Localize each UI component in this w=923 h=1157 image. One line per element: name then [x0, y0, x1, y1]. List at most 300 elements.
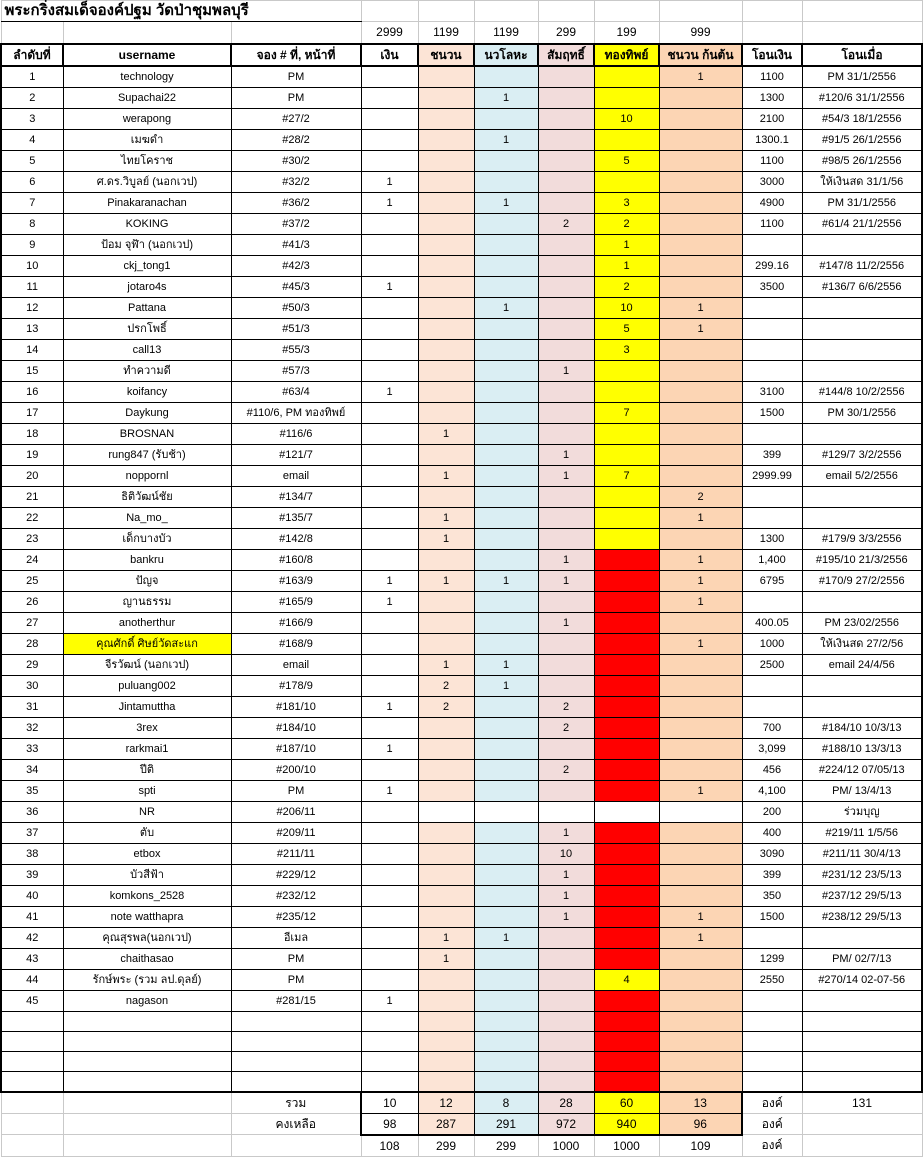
cell-item-0[interactable]: 1 — [361, 382, 418, 403]
cell-item-2[interactable] — [474, 802, 538, 823]
cell-no[interactable]: 40 — [1, 886, 63, 907]
cell-item-0[interactable] — [361, 298, 418, 319]
cell-username[interactable]: Na_mo_ — [63, 508, 231, 529]
price-kontun[interactable]: 999 — [659, 22, 742, 45]
cell-transfer-when[interactable]: ร่วมบุญ — [802, 802, 922, 823]
cell-item-0[interactable] — [361, 214, 418, 235]
cell-booking[interactable]: PM — [231, 970, 361, 991]
cell-item-1[interactable]: 1 — [418, 571, 474, 592]
cell-item-1[interactable] — [418, 1032, 474, 1052]
cell-item-1[interactable] — [418, 802, 474, 823]
cell-item-2[interactable]: 1 — [474, 298, 538, 319]
cell-transfer-amount[interactable] — [742, 592, 802, 613]
cell-item-4[interactable] — [594, 928, 659, 949]
cell-item-2[interactable] — [474, 634, 538, 655]
cell-item-5[interactable] — [659, 865, 742, 886]
cell-booking[interactable]: #41/3 — [231, 235, 361, 256]
cell-no[interactable]: 17 — [1, 403, 63, 424]
cell-booking[interactable] — [231, 1032, 361, 1052]
cell-item-4[interactable] — [594, 130, 659, 151]
cell-username[interactable]: etbox — [63, 844, 231, 865]
cell-item-1[interactable] — [418, 1052, 474, 1072]
cell-item-1[interactable] — [418, 88, 474, 109]
col-header-samrit[interactable]: สัมฤทธิ์ — [538, 44, 594, 66]
cell-item-4[interactable] — [594, 1052, 659, 1072]
cell-item-1[interactable] — [418, 319, 474, 340]
cell-empty[interactable] — [418, 1, 474, 22]
cell-item-5[interactable]: 1 — [659, 571, 742, 592]
cell-item-3[interactable] — [538, 319, 594, 340]
cell-item-5[interactable] — [659, 193, 742, 214]
cell-booking[interactable]: #229/12 — [231, 865, 361, 886]
cell-transfer-amount[interactable] — [742, 235, 802, 256]
cell-item-4[interactable] — [594, 445, 659, 466]
cell-item-3[interactable] — [538, 1032, 594, 1052]
cell-no[interactable]: 16 — [1, 382, 63, 403]
cell-username[interactable]: Daykung — [63, 403, 231, 424]
cell-transfer-when[interactable] — [802, 361, 922, 382]
cell-item-5[interactable] — [659, 655, 742, 676]
cell-item-4[interactable] — [594, 1012, 659, 1032]
cell-item-2[interactable] — [474, 907, 538, 928]
cell-item-4[interactable] — [594, 529, 659, 550]
cell-username[interactable]: 3rex — [63, 718, 231, 739]
summary-note[interactable] — [802, 1135, 922, 1157]
cell-item-3[interactable]: 1 — [538, 613, 594, 634]
cell-item-3[interactable]: 10 — [538, 844, 594, 865]
cell-empty[interactable] — [538, 1, 594, 22]
summary-val-4[interactable]: 1000 — [594, 1135, 659, 1157]
summary-val-3[interactable]: 972 — [538, 1113, 594, 1135]
cell-item-2[interactable] — [474, 550, 538, 571]
cell-booking[interactable]: #55/3 — [231, 340, 361, 361]
cell-item-4[interactable] — [594, 1032, 659, 1052]
cell-transfer-amount[interactable] — [742, 928, 802, 949]
cell-no[interactable]: 11 — [1, 277, 63, 298]
cell-transfer-when[interactable]: #237/12 29/5/13 — [802, 886, 922, 907]
summary-val-3[interactable]: 1000 — [538, 1135, 594, 1157]
cell-no[interactable]: 5 — [1, 151, 63, 172]
cell-transfer-when[interactable] — [802, 487, 922, 508]
cell-no[interactable]: 36 — [1, 802, 63, 823]
cell-item-4[interactable] — [594, 66, 659, 88]
cell-item-4[interactable]: 10 — [594, 298, 659, 319]
cell-item-5[interactable] — [659, 340, 742, 361]
cell-no[interactable]: 34 — [1, 760, 63, 781]
cell-item-2[interactable] — [474, 466, 538, 487]
cell-item-5[interactable] — [659, 109, 742, 130]
cell-item-5[interactable] — [659, 613, 742, 634]
cell-item-2[interactable] — [474, 403, 538, 424]
cell-empty[interactable] — [63, 22, 231, 45]
cell-item-3[interactable] — [538, 802, 594, 823]
cell-item-4[interactable] — [594, 1072, 659, 1092]
cell-item-5[interactable]: 1 — [659, 550, 742, 571]
cell-username[interactable]: rung847 (รับช้า) — [63, 445, 231, 466]
cell-item-3[interactable] — [538, 298, 594, 319]
cell-item-3[interactable]: 1 — [538, 886, 594, 907]
cell-no[interactable]: 37 — [1, 823, 63, 844]
cell-item-4[interactable] — [594, 508, 659, 529]
cell-item-0[interactable] — [361, 340, 418, 361]
cell-item-1[interactable] — [418, 592, 474, 613]
cell-item-2[interactable]: 1 — [474, 130, 538, 151]
summary-val-4[interactable]: 940 — [594, 1113, 659, 1135]
cell-username[interactable]: ไทยโคราช — [63, 151, 231, 172]
cell-item-5[interactable] — [659, 445, 742, 466]
cell-item-1[interactable] — [418, 886, 474, 907]
cell-item-4[interactable] — [594, 424, 659, 445]
cell-no[interactable]: 33 — [1, 739, 63, 760]
cell-username[interactable]: Supachai22 — [63, 88, 231, 109]
cell-item-1[interactable]: 1 — [418, 529, 474, 550]
cell-transfer-when[interactable]: #270/14 02-07-56 — [802, 970, 922, 991]
cell-booking[interactable]: email — [231, 466, 361, 487]
cell-transfer-when[interactable]: #179/9 3/3/2556 — [802, 529, 922, 550]
cell-item-0[interactable]: 1 — [361, 991, 418, 1012]
cell-item-2[interactable] — [474, 886, 538, 907]
cell-no[interactable]: 12 — [1, 298, 63, 319]
cell-item-0[interactable] — [361, 508, 418, 529]
cell-item-1[interactable] — [418, 487, 474, 508]
cell-item-3[interactable] — [538, 403, 594, 424]
cell-username[interactable]: รักษ์พระ (รวม ลป.ดุลย์) — [63, 970, 231, 991]
cell-item-2[interactable] — [474, 697, 538, 718]
cell-item-1[interactable] — [418, 823, 474, 844]
cell-item-3[interactable]: 2 — [538, 760, 594, 781]
cell-item-5[interactable]: 1 — [659, 928, 742, 949]
cell-booking[interactable]: #37/2 — [231, 214, 361, 235]
cell-item-1[interactable] — [418, 991, 474, 1012]
cell-item-0[interactable] — [361, 130, 418, 151]
cell-empty[interactable] — [659, 1, 742, 22]
cell-item-4[interactable] — [594, 487, 659, 508]
cell-transfer-amount[interactable] — [742, 991, 802, 1012]
cell-item-3[interactable] — [538, 1052, 594, 1072]
summary-val-2[interactable]: 299 — [474, 1135, 538, 1157]
cell-item-2[interactable] — [474, 319, 538, 340]
cell-item-4[interactable]: 1 — [594, 235, 659, 256]
cell-item-3[interactable] — [538, 949, 594, 970]
cell-booking[interactable]: #32/2 — [231, 172, 361, 193]
cell-transfer-when[interactable]: #211/11 30/4/13 — [802, 844, 922, 865]
cell-item-4[interactable] — [594, 172, 659, 193]
cell-item-5[interactable] — [659, 1012, 742, 1032]
cell-item-3[interactable] — [538, 487, 594, 508]
cell-item-1[interactable] — [418, 970, 474, 991]
cell-item-1[interactable] — [418, 361, 474, 382]
cell-booking[interactable]: #36/2 — [231, 193, 361, 214]
cell-item-1[interactable]: 1 — [418, 508, 474, 529]
cell-booking[interactable]: #134/7 — [231, 487, 361, 508]
cell-no[interactable]: 10 — [1, 256, 63, 277]
cell-item-2[interactable] — [474, 1032, 538, 1052]
cell-username[interactable]: jotaro4s — [63, 277, 231, 298]
cell-username[interactable]: เมฆดำ — [63, 130, 231, 151]
summary-unit[interactable]: องค์ — [742, 1135, 802, 1157]
cell-item-5[interactable] — [659, 1052, 742, 1072]
cell-item-2[interactable] — [474, 361, 538, 382]
cell-item-3[interactable]: 2 — [538, 718, 594, 739]
cell-item-5[interactable] — [659, 151, 742, 172]
col-header-username[interactable]: username — [63, 44, 231, 66]
cell-transfer-amount[interactable]: 1300 — [742, 529, 802, 550]
summary-label[interactable]: คงเหลือ — [231, 1113, 361, 1135]
cell-item-5[interactable] — [659, 172, 742, 193]
cell-item-0[interactable] — [361, 676, 418, 697]
cell-item-2[interactable] — [474, 172, 538, 193]
cell-item-2[interactable] — [474, 1072, 538, 1092]
cell-item-3[interactable] — [538, 66, 594, 88]
col-header-thongthip[interactable]: ทองทิพย์ — [594, 44, 659, 66]
summary-val-1[interactable]: 299 — [418, 1135, 474, 1157]
cell-item-5[interactable]: 1 — [659, 508, 742, 529]
cell-item-1[interactable] — [418, 277, 474, 298]
col-header-transfer-when[interactable]: โอนเมื่อ — [802, 44, 922, 66]
cell-item-3[interactable] — [538, 277, 594, 298]
cell-no[interactable]: 19 — [1, 445, 63, 466]
cell-transfer-when[interactable]: email 24/4/56 — [802, 655, 922, 676]
cell-item-5[interactable] — [659, 277, 742, 298]
summary-val-5[interactable]: 96 — [659, 1113, 742, 1135]
cell-transfer-when[interactable]: #144/8 10/2/2556 — [802, 382, 922, 403]
cell-item-2[interactable] — [474, 529, 538, 550]
cell-item-5[interactable] — [659, 697, 742, 718]
cell-item-0[interactable] — [361, 445, 418, 466]
cell-no[interactable]: 6 — [1, 172, 63, 193]
cell-item-1[interactable] — [418, 298, 474, 319]
cell-item-1[interactable] — [418, 844, 474, 865]
cell-item-3[interactable] — [538, 172, 594, 193]
cell-item-5[interactable]: 2 — [659, 487, 742, 508]
cell-item-4[interactable]: 3 — [594, 340, 659, 361]
cell-item-3[interactable] — [538, 928, 594, 949]
cell-item-1[interactable] — [418, 634, 474, 655]
cell-item-5[interactable] — [659, 886, 742, 907]
cell-item-3[interactable]: 1 — [538, 361, 594, 382]
cell-item-2[interactable] — [474, 66, 538, 88]
cell-transfer-when[interactable] — [802, 340, 922, 361]
cell-item-0[interactable] — [361, 865, 418, 886]
cell-item-4[interactable]: 10 — [594, 109, 659, 130]
cell-transfer-amount[interactable]: 200 — [742, 802, 802, 823]
cell-transfer-amount[interactable]: 3,099 — [742, 739, 802, 760]
cell-transfer-amount[interactable]: 1300.1 — [742, 130, 802, 151]
cell-transfer-when[interactable] — [802, 235, 922, 256]
cell-no[interactable]: 21 — [1, 487, 63, 508]
cell-transfer-when[interactable] — [802, 1032, 922, 1052]
cell-item-4[interactable]: 3 — [594, 193, 659, 214]
cell-item-4[interactable] — [594, 697, 659, 718]
cell-item-4[interactable]: 2 — [594, 214, 659, 235]
cell-transfer-amount[interactable]: 400.05 — [742, 613, 802, 634]
cell-item-0[interactable]: 1 — [361, 781, 418, 802]
cell-username[interactable] — [63, 1072, 231, 1092]
cell-transfer-when[interactable]: PM/ 02/7/13 — [802, 949, 922, 970]
col-header-transfer-amount[interactable]: โอนเงิน — [742, 44, 802, 66]
cell-item-2[interactable] — [474, 781, 538, 802]
cell-no[interactable]: 26 — [1, 592, 63, 613]
cell-item-3[interactable] — [538, 88, 594, 109]
cell-username[interactable]: werapong — [63, 109, 231, 130]
cell-booking[interactable]: #163/9 — [231, 571, 361, 592]
cell-item-1[interactable] — [418, 1072, 474, 1092]
cell-booking[interactable]: #42/3 — [231, 256, 361, 277]
cell-item-3[interactable]: 1 — [538, 865, 594, 886]
cell-item-0[interactable] — [361, 361, 418, 382]
cell-transfer-when[interactable] — [802, 1072, 922, 1092]
cell-item-4[interactable]: 5 — [594, 319, 659, 340]
cell-transfer-when[interactable]: PM 23/02/2556 — [802, 613, 922, 634]
cell-item-1[interactable]: 1 — [418, 424, 474, 445]
cell-item-1[interactable] — [418, 151, 474, 172]
cell-item-4[interactable] — [594, 844, 659, 865]
cell-transfer-when[interactable] — [802, 1052, 922, 1072]
cell-transfer-when[interactable]: #184/10 10/3/13 — [802, 718, 922, 739]
cell-item-3[interactable]: 2 — [538, 697, 594, 718]
cell-item-4[interactable] — [594, 907, 659, 928]
summary-label[interactable] — [231, 1135, 361, 1157]
cell-item-2[interactable] — [474, 718, 538, 739]
cell-item-4[interactable]: 2 — [594, 277, 659, 298]
cell-username[interactable] — [63, 1052, 231, 1072]
cell-booking[interactable]: #51/3 — [231, 319, 361, 340]
cell-booking[interactable]: #281/15 — [231, 991, 361, 1012]
cell-transfer-when[interactable]: #91/5 26/1/2556 — [802, 130, 922, 151]
cell-item-0[interactable] — [361, 844, 418, 865]
cell-item-2[interactable] — [474, 865, 538, 886]
cell-transfer-amount[interactable]: 2550 — [742, 970, 802, 991]
cell-username[interactable]: KOKING — [63, 214, 231, 235]
summary-val-0[interactable]: 108 — [361, 1135, 418, 1157]
cell-item-4[interactable] — [594, 676, 659, 697]
cell-transfer-amount[interactable]: 2500 — [742, 655, 802, 676]
cell-item-3[interactable] — [538, 256, 594, 277]
cell-booking[interactable]: #30/2 — [231, 151, 361, 172]
cell-item-1[interactable] — [418, 403, 474, 424]
cell-item-0[interactable] — [361, 487, 418, 508]
cell-item-2[interactable] — [474, 1052, 538, 1072]
cell-item-4[interactable] — [594, 550, 659, 571]
cell-item-0[interactable] — [361, 949, 418, 970]
cell-transfer-amount[interactable]: 1300 — [742, 88, 802, 109]
cell-transfer-when[interactable]: ให้เงินสด 27/2/56 — [802, 634, 922, 655]
cell-no[interactable] — [1, 1032, 63, 1052]
cell-item-0[interactable] — [361, 1052, 418, 1072]
cell-username[interactable]: ตับ — [63, 823, 231, 844]
cell-username[interactable]: nagason — [63, 991, 231, 1012]
cell-empty[interactable] — [1, 1135, 63, 1157]
cell-no[interactable] — [1, 1012, 63, 1032]
cell-item-4[interactable] — [594, 760, 659, 781]
cell-item-1[interactable] — [418, 781, 474, 802]
cell-item-0[interactable] — [361, 1032, 418, 1052]
cell-item-1[interactable] — [418, 340, 474, 361]
cell-username[interactable]: komkons_2528 — [63, 886, 231, 907]
cell-no[interactable]: 3 — [1, 109, 63, 130]
cell-item-5[interactable] — [659, 466, 742, 487]
cell-item-5[interactable] — [659, 844, 742, 865]
cell-transfer-when[interactable] — [802, 298, 922, 319]
cell-transfer-amount[interactable] — [742, 1012, 802, 1032]
cell-item-1[interactable] — [418, 66, 474, 88]
cell-no[interactable]: 25 — [1, 571, 63, 592]
cell-item-1[interactable]: 1 — [418, 466, 474, 487]
summary-unit[interactable]: องค์ — [742, 1092, 802, 1114]
cell-booking[interactable]: #165/9 — [231, 592, 361, 613]
cell-item-0[interactable] — [361, 1072, 418, 1092]
summary-val-1[interactable]: 287 — [418, 1113, 474, 1135]
cell-booking[interactable]: #28/2 — [231, 130, 361, 151]
cell-item-2[interactable]: 1 — [474, 193, 538, 214]
cell-item-1[interactable] — [418, 718, 474, 739]
cell-booking[interactable]: PM — [231, 949, 361, 970]
summary-val-4[interactable]: 60 — [594, 1092, 659, 1114]
cell-no[interactable]: 20 — [1, 466, 63, 487]
cell-no[interactable]: 2 — [1, 88, 63, 109]
cell-item-0[interactable] — [361, 1012, 418, 1032]
cell-item-0[interactable] — [361, 550, 418, 571]
cell-item-1[interactable]: 2 — [418, 676, 474, 697]
cell-item-3[interactable]: 1 — [538, 445, 594, 466]
cell-item-2[interactable] — [474, 340, 538, 361]
cell-item-5[interactable] — [659, 403, 742, 424]
cell-item-5[interactable] — [659, 802, 742, 823]
cell-empty[interactable] — [474, 1, 538, 22]
cell-item-0[interactable] — [361, 424, 418, 445]
cell-item-5[interactable] — [659, 718, 742, 739]
cell-item-0[interactable]: 1 — [361, 571, 418, 592]
cell-item-2[interactable] — [474, 844, 538, 865]
cell-transfer-amount[interactable] — [742, 1052, 802, 1072]
cell-booking[interactable]: #135/7 — [231, 508, 361, 529]
cell-empty[interactable] — [63, 1092, 231, 1114]
cell-item-3[interactable] — [538, 193, 594, 214]
cell-transfer-amount[interactable] — [742, 508, 802, 529]
cell-booking[interactable]: #211/11 — [231, 844, 361, 865]
cell-no[interactable]: 44 — [1, 970, 63, 991]
cell-item-1[interactable] — [418, 865, 474, 886]
cell-username[interactable]: จีรวัฒน์ (นอกเวป) — [63, 655, 231, 676]
cell-transfer-when[interactable] — [802, 697, 922, 718]
cell-username[interactable]: puluang002 — [63, 676, 231, 697]
cell-username[interactable]: ศ.ดร.วิบูลย์ (นอกเวป) — [63, 172, 231, 193]
cell-transfer-amount[interactable] — [742, 1032, 802, 1052]
cell-username[interactable]: ธิติวัฒน์ชัย — [63, 487, 231, 508]
cell-item-5[interactable] — [659, 739, 742, 760]
cell-item-1[interactable] — [418, 613, 474, 634]
cell-transfer-when[interactable]: PM 31/1/2556 — [802, 193, 922, 214]
cell-item-2[interactable] — [474, 277, 538, 298]
cell-item-3[interactable] — [538, 235, 594, 256]
cell-item-0[interactable]: 1 — [361, 592, 418, 613]
cell-item-3[interactable] — [538, 340, 594, 361]
cell-booking[interactable]: #142/8 — [231, 529, 361, 550]
cell-item-0[interactable] — [361, 66, 418, 88]
cell-item-5[interactable] — [659, 529, 742, 550]
cell-item-2[interactable]: 1 — [474, 676, 538, 697]
cell-booking[interactable]: #50/3 — [231, 298, 361, 319]
cell-no[interactable]: 43 — [1, 949, 63, 970]
cell-item-4[interactable] — [594, 886, 659, 907]
cell-username[interactable]: คุณศักดิ์ ศิษย์วัดสะแก — [63, 634, 231, 655]
cell-empty[interactable] — [361, 1, 418, 22]
cell-username[interactable]: technology — [63, 66, 231, 88]
cell-transfer-when[interactable]: #136/7 6/6/2556 — [802, 277, 922, 298]
cell-item-2[interactable] — [474, 760, 538, 781]
cell-no[interactable]: 35 — [1, 781, 63, 802]
cell-item-0[interactable]: 1 — [361, 193, 418, 214]
